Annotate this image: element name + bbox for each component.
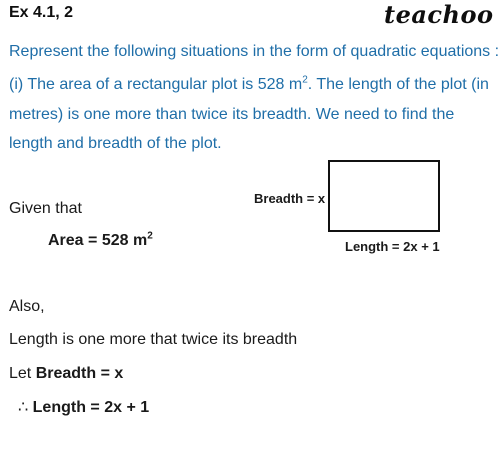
let-prefix: Let bbox=[9, 365, 36, 382]
question-line-2 bbox=[9, 76, 489, 94]
rectangle-plot-diagram bbox=[328, 160, 440, 232]
let-breadth-line bbox=[9, 365, 123, 383]
also-text: Also, bbox=[9, 298, 45, 315]
therefore-length-line bbox=[18, 397, 149, 417]
let-breadth-value: Breadth = x bbox=[35, 365, 124, 382]
question-line-4: length and breadth of the plot. bbox=[9, 135, 222, 152]
area-superscript: 2 bbox=[147, 230, 153, 242]
area-statement bbox=[48, 232, 153, 250]
question-line-2-superscript: 2 bbox=[302, 74, 308, 86]
exercise-title: Ex 4.1, 2 bbox=[9, 4, 74, 21]
question-line-2-post: . The length of the plot (in bbox=[307, 76, 489, 93]
teachoo-logo: teachoo bbox=[384, 0, 494, 29]
area-label: Area = 528 m bbox=[48, 232, 148, 249]
question-line-2-pre: (i) The area of a rectangular plot is 528 m bbox=[9, 76, 303, 93]
therefore-length-value: Length = 2x + 1 bbox=[32, 399, 150, 416]
question-line-3: metres) is one more than twice its breadth. We need to find the bbox=[9, 106, 455, 123]
length-label: Length = 2x + 1 bbox=[345, 239, 440, 254]
question-line-1: Represent the following situations in the form of quadratic equations : bbox=[9, 43, 499, 60]
given-heading: Given that bbox=[9, 200, 82, 217]
therefore-symbol: ∴ bbox=[18, 399, 29, 416]
breadth-label: Breadth = x bbox=[254, 191, 326, 206]
length-description: Length is one more that twice its breadth bbox=[9, 331, 298, 348]
